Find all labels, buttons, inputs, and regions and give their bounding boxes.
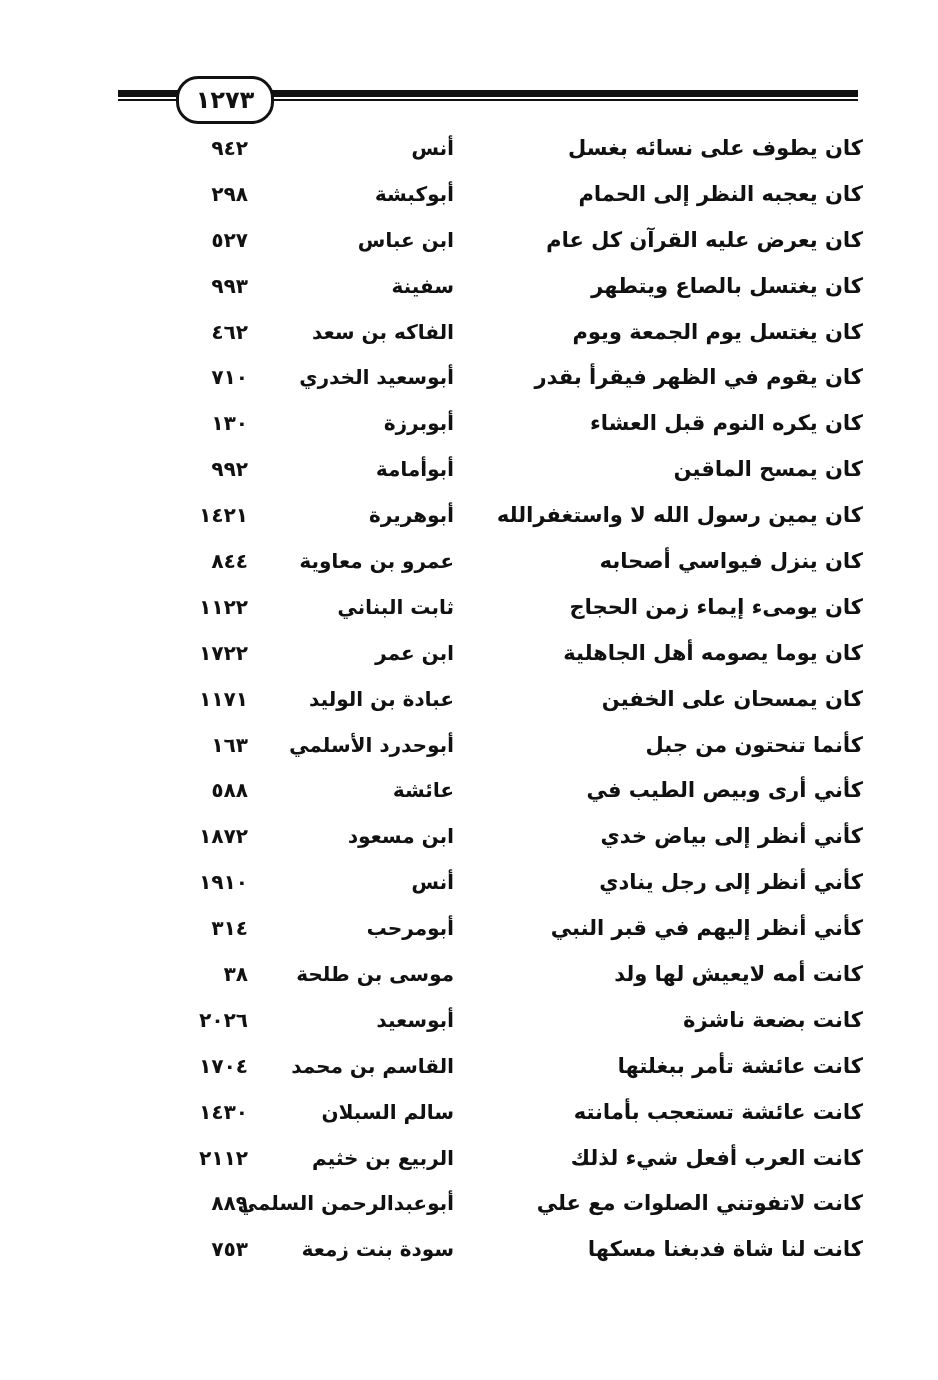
index-row — [0, 906, 938, 952]
hadith-text: كأني أنظر إليهم في قبر النبي — [550, 916, 863, 941]
index-row — [0, 126, 938, 172]
hadith-number: ١١٢٢ — [199, 594, 248, 619]
narrator-name: ثابت البناني — [337, 594, 454, 619]
narrator-name: عائشة — [392, 778, 454, 803]
index-row — [0, 1136, 938, 1182]
hadith-number: ٢٩٨ — [211, 181, 248, 206]
index-row — [0, 952, 938, 998]
hadith-number: ١٧٢٢ — [199, 640, 248, 665]
narrator-name: القاسم بن محمد — [291, 1053, 454, 1078]
narrator-name: ابن عباس — [357, 227, 454, 252]
hadith-number: ٥٢٧ — [211, 227, 248, 252]
narrator-name: الربيع بن خثيم — [311, 1145, 454, 1170]
hadith-text: كان يمسحان على الخفين — [601, 686, 863, 711]
narrator-name: ابن عمر — [375, 640, 454, 665]
hadith-text: كان يكره النوم قبل العشاء — [589, 411, 863, 436]
hadith-number: ١٦٣ — [211, 732, 248, 757]
narrator-name: ابن مسعود — [347, 824, 454, 849]
narrator-name: عمرو بن معاوية — [299, 549, 454, 574]
narrator-name: أنس — [411, 870, 454, 895]
hadith-number: ١٩١٠ — [199, 870, 248, 895]
hadith-text: كانت أمه لايعيش لها ولد — [614, 962, 863, 987]
index-row — [0, 631, 938, 677]
hadith-text: كانت عائشة تأمر ببغلتها — [617, 1053, 863, 1078]
hadith-number: ٣١٤ — [211, 916, 248, 941]
hadith-text: كان يطوف على نسائه بغسل — [568, 136, 863, 160]
hadith-text: كان يمين رسول الله لا واستغفرالله — [496, 503, 863, 528]
hadith-number: ٥٨٨ — [211, 778, 248, 803]
hadith-text: كان يعرض عليه القرآن كل عام — [546, 227, 863, 252]
index-row — [0, 998, 938, 1044]
index-row — [0, 493, 938, 539]
hadith-number: ٤٦٢ — [211, 319, 248, 344]
hadith-number: ٧٥٣ — [211, 1237, 248, 1262]
hadith-text: كانت بضعة ناشزة — [683, 1007, 863, 1032]
hadith-number: ١٣٠ — [211, 411, 248, 436]
narrator-name: أبوبرزة — [383, 411, 454, 436]
index-row — [0, 1227, 938, 1273]
hadith-number: ٧١٠ — [211, 365, 248, 390]
index-row — [0, 172, 938, 218]
hadith-text: كانت العرب أفعل شيء لذلك — [570, 1145, 863, 1170]
index-list — [0, 126, 938, 1273]
narrator-name: أبومرحب — [366, 916, 454, 941]
narrator-name: أبوسعيد الخدري — [299, 365, 454, 390]
hadith-text: كان يومىء إيماء زمن الحجاج — [569, 594, 863, 619]
narrator-name: الفاكه بن سعد — [312, 319, 454, 344]
index-row — [0, 310, 938, 356]
narrator-name: سودة بنت زمعة — [301, 1237, 454, 1262]
index-row — [0, 860, 938, 906]
index-row — [0, 1044, 938, 1090]
index-row — [0, 768, 938, 814]
narrator-name: سفينة — [391, 273, 454, 298]
index-row — [0, 355, 938, 401]
hadith-number: ٣٨ — [223, 962, 248, 987]
index-row — [0, 585, 938, 631]
hadith-number: ١٤٢١ — [199, 503, 248, 528]
hadith-number: ١٧٠٤ — [199, 1053, 248, 1078]
hadith-number: ١٤٣٠ — [199, 1099, 248, 1124]
hadith-text: كان يوما يصومه أهل الجاهلية — [563, 640, 863, 665]
index-row — [0, 264, 938, 310]
hadith-text: كانت لاتفوتني الصلوات مع علي — [536, 1191, 863, 1216]
hadith-number: ٩٩٢ — [211, 457, 248, 482]
index-row — [0, 677, 938, 723]
hadith-text: كان يقوم في الظهر فيقرأ بقدر — [534, 365, 863, 390]
hadith-text: كان يمسح الماقين — [673, 457, 863, 482]
hadith-number: ٩٤٢ — [211, 136, 248, 160]
index-row — [0, 1181, 938, 1227]
narrator-name: أبوعبدالرحمن السلمي — [237, 1191, 454, 1216]
index-row — [0, 401, 938, 447]
index-row — [0, 218, 938, 264]
index-row — [0, 447, 938, 493]
hadith-text: كأني أنظر إلى رجل ينادي — [599, 870, 863, 895]
hadith-text: كان يغتسل بالصاع ويتطهر — [591, 273, 863, 298]
narrator-name: أنس — [411, 136, 454, 160]
hadith-text: كأني أرى وبيص الطيب في — [586, 778, 863, 803]
hadith-text: كأني أنظر إلى بياض خدي — [600, 824, 863, 849]
narrator-name: أبوهريرة — [369, 503, 454, 528]
hadith-text: كان يغتسل يوم الجمعة ويوم — [572, 319, 863, 344]
narrator-name: موسى بن طلحة — [296, 962, 454, 987]
page-number: ١٢٧٣ — [176, 76, 274, 124]
hadith-text: كانت عائشة تستعجب بأمانته — [573, 1099, 863, 1124]
index-row — [0, 723, 938, 769]
hadith-text: كان يعجبه النظر إلى الحمام — [578, 181, 863, 206]
index-row — [0, 539, 938, 585]
hadith-number: ٩٩٣ — [211, 273, 248, 298]
hadith-number: ٢٠٢٦ — [199, 1007, 248, 1032]
hadith-number: ١٨٧٢ — [199, 824, 248, 849]
narrator-name: سالم السبلان — [321, 1099, 454, 1124]
page-header — [0, 0, 938, 140]
hadith-number: ٨٤٤ — [211, 549, 248, 574]
index-row — [0, 1090, 938, 1136]
narrator-name: أبوسعيد — [376, 1007, 454, 1032]
hadith-text: كان ينزل فيواسي أصحابه — [599, 549, 863, 574]
index-row — [0, 814, 938, 860]
narrator-name: عبادة بن الوليد — [309, 686, 454, 711]
hadith-text: كأنما تنحتون من جبل — [645, 732, 863, 757]
narrator-name: أبوأمامة — [375, 457, 454, 482]
hadith-number: ٢١١٢ — [199, 1145, 248, 1170]
narrator-name: أبوكبشة — [374, 181, 454, 206]
hadith-text: كانت لنا شاة فدبغنا مسكها — [587, 1237, 863, 1262]
hadith-number: ١١٧١ — [199, 686, 248, 711]
hadith-number: ٨٨٩ — [211, 1191, 248, 1216]
narrator-name: أبوحدرد الأسلمي — [289, 732, 454, 757]
